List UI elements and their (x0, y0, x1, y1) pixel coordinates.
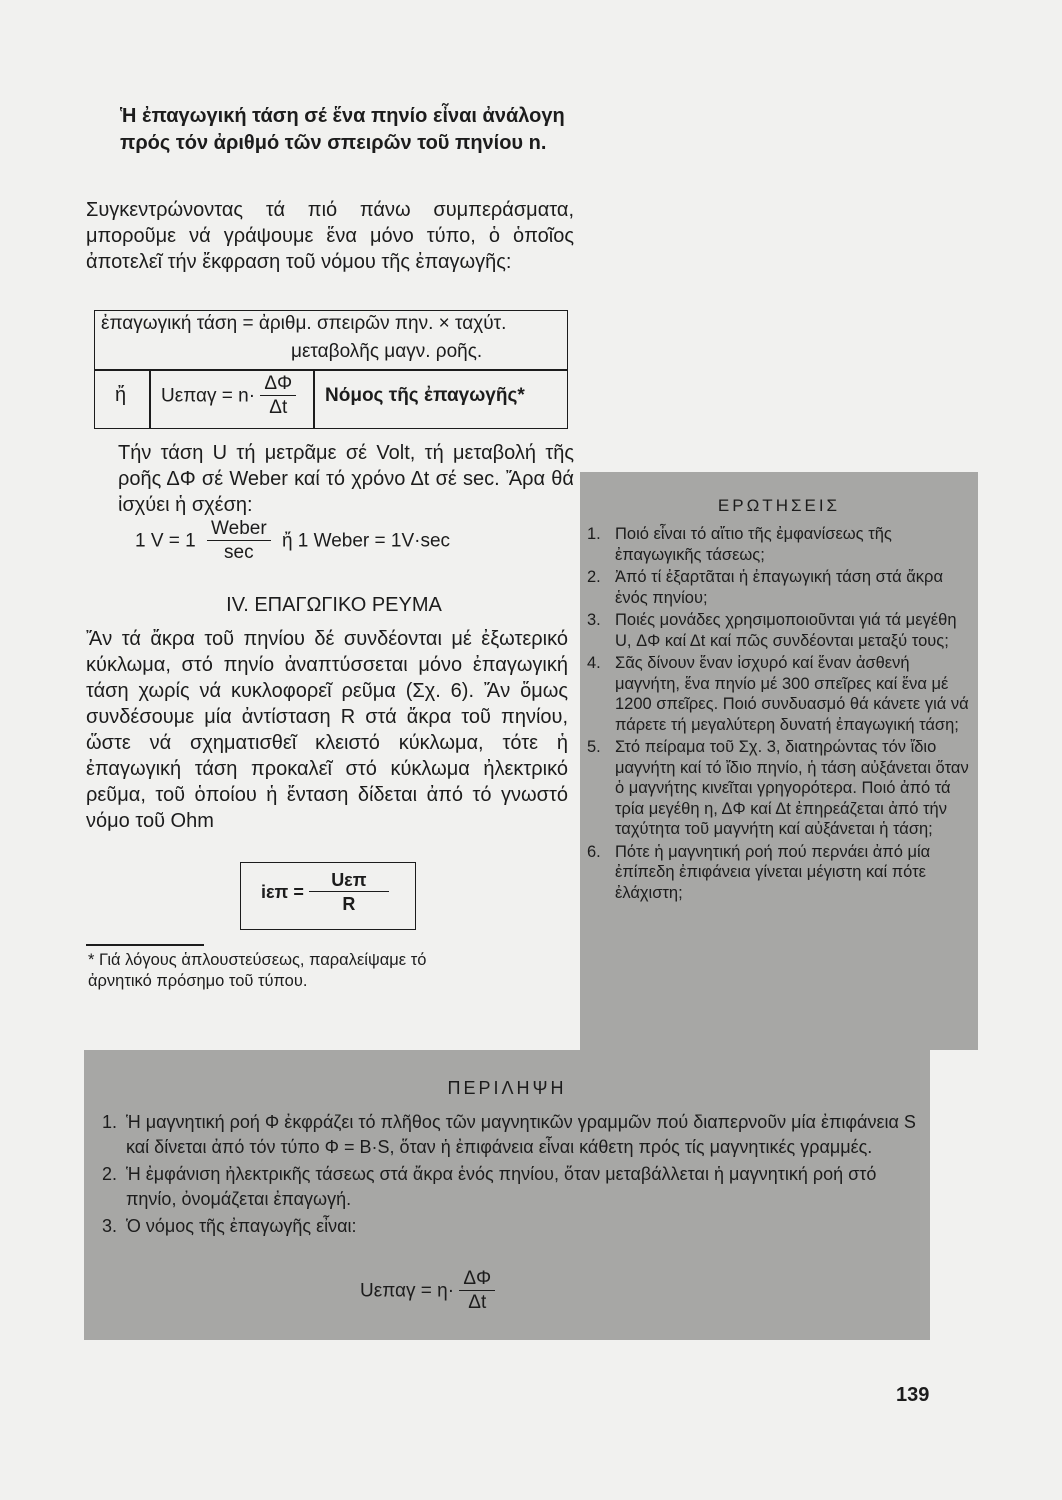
summary-formula-numerator: ΔΦ (459, 1268, 495, 1291)
ohm-lhs: iεπ = (261, 882, 304, 902)
formula-lhs: Uεπαγ = n· (161, 385, 256, 407)
paragraph-summary-law: Συγκεντρώνοντας τά πιό πάνω συμπεράσματα, μποροῦμε νά γράψουμε ἕνα μόνο τύπο, ὁ ὁποῖος ἀποτελεῖ τήν ἔκφραση τοῦ νόμου τῆς ἐπαγωγῆς: (86, 199, 574, 273)
formula-numerator: ΔΦ (260, 373, 296, 396)
questions-list (587, 524, 975, 905)
question-item: 6. Πότε ἡ μαγνητική ροή πού περνάει ἀπό μία ἐπίπεδη ἐπιφάνεια γίνεται μέγιστη καί πότε ἐλάχιστη; (587, 842, 931, 902)
footnote: * Γιά λόγους ἁπλουστεύσεως, παραλείψαμε τό ἀρνητικό πρόσημο τοῦ τύπου. (88, 951, 427, 990)
question-item: 2. Ἀπό τί ἐξαρτᾶται ἡ ἐπαγωγική τάση στά ἄκρα ἑνός πηνίου; (587, 568, 943, 607)
paragraph-induced-current: Ἄν τά ἄκρα τοῦ πηνίου δέ συνδέονται μέ ἐξωτερικό κύκλωμα, στό πηνίο ἀναπτύσσεται μόνο ἐπαγωγική τάση χωρίς νά κυκλοφορεῖ ρεῦμα (Σχ. 6). Ἄν ὅμως συνδέσουμε μία ἀντίσταση R στά ἄκρα τοῦ πηνίου, ὥστε νά σχηματισθεῖ κλειστό κύκλωμα, τότε ἡ ἐπαγωγική τάση προκαλεῖ στό κύκλωμα ἠλεκτρικό ρεῦμα, τοῦ ὁποίου ἡ ἔνταση δίδεται ἀπό τό γνωστό νόμο τοῦ Ohm (86, 628, 568, 832)
question-item: 5. Στό πείραμα τοῦ Σχ. 3, διατηρώντας τόν ἴδιο μαγνήτη καί τό ἴδιο πηνίο, ἡ τάση αὐξάνεται ὅταν ὁ μαγνήτης κινεῖται γρηγορότερα. Ποιό ἀπό τά τρία μεγέθη η, ΔΦ καί Δt ἐπηρεάζεται ἀπό τήν ταχύτητα τοῦ μαγνήτη καί αὐξάνεται ἡ τάση; (587, 738, 969, 838)
formula-words-line1: ἐπαγωγική τάση = ἀριθμ. σπειρῶν πην. × ταχύτ. (101, 313, 507, 334)
summary-item: 3. Ὁ νόμος τῆς ἐπαγωγῆς εἶναι: (102, 1216, 357, 1236)
units-relation (135, 518, 450, 565)
ohm-denominator: R (342, 894, 356, 914)
questions-panel (580, 472, 978, 1050)
question-item: 1. Ποιό εἶναι τό αἴτιο τῆς ἐμφανίσεως τῆς ἐπαγωγικῆς τάσεως; (587, 525, 892, 564)
footnote-rule (86, 944, 204, 946)
summary-panel (84, 1050, 930, 1340)
units-lhs: 1 V = 1 (135, 530, 196, 552)
induction-formula (161, 373, 296, 420)
summary-formula (360, 1268, 495, 1315)
formula-words-line2: μεταβολῆς μαγν. ροῆς. (291, 341, 483, 362)
induction-formula-box (94, 310, 568, 429)
questions-title: ΕΡΩΤΗΣΕΙΣ (717, 496, 841, 515)
summary-list (84, 1110, 920, 1241)
summary-formula-fraction (459, 1268, 495, 1315)
formula-denominator: Δt (269, 397, 288, 418)
units-numerator: Weber (207, 518, 271, 541)
summary-title: ΠΕΡΙΛΗΨΗ (447, 1078, 567, 1098)
question-item: 3. Ποιές μονάδες χρησιμοποιοῦνται γιά τά μεγέθη U, ΔΦ καί Δt καί πῶς συνδέονται μεταξύ τους; (587, 611, 957, 650)
ohm-law-box (240, 862, 416, 930)
summary-formula-denominator: Δt (468, 1292, 487, 1313)
ohm-fraction (309, 869, 389, 916)
law-label: Νόμος τῆς ἐπαγωγῆς* (325, 385, 525, 406)
formula-fraction (260, 373, 296, 420)
summary-item: 2. Ἡ ἐμφάνιση ἠλεκτρικῆς τάσεως στά ἄκρα ἑνός πηνίου, ὅταν μεταβάλλεται ἡ μαγνητική ροή στό πηνίο, ὀνομάζεται ἐπαγωγή. (102, 1164, 877, 1209)
section-title: IV. ΕΠΑΓΩΓΙΚΟ ΡΕΥΜΑ (226, 594, 442, 616)
question-item: 4. Σᾶς δίνουν ἕναν ἰσχυρό καί ἕναν ἀσθενή μαγνήτη, ἕνα πηνίο μέ 300 σπεῖρες καί ἕνα μέ 1200 σπεῖρες. Ποιό συνδυασμό θά κάνετε γιά νά πάρετε τή μεγαλύτερη δυνατή ἐπαγωγική τάση; (587, 654, 969, 734)
ohm-numerator: Uεπ (309, 869, 389, 892)
intro-statement: Ἡ ἐπαγωγική τάση σέ ἕνα πηνίο εἶναι ἀνάλογη πρός τόν ἀριθμό τῶν σπειρῶν τοῦ πηνίου n. (120, 105, 565, 154)
units-fraction (207, 518, 271, 565)
page-number: 139 (896, 1384, 930, 1406)
or-label: ἤ (115, 384, 127, 406)
summary-formula-lhs: Uεπαγ = η· (360, 1280, 455, 1302)
paragraph-units: Τήν τάση U τή μετρᾶμε σέ Volt, τή μεταβολή τῆς ροῆς ΔΦ σέ Weber καί τό χρόνο Δt σέ sec. Ἄρα θά ἰσχύει ἡ σχέση: (118, 442, 574, 516)
units-rhs: ἤ 1 Weber = 1V·sec (281, 530, 451, 552)
units-denominator: sec (224, 542, 254, 563)
summary-item: 1. Ἡ μαγνητική ροή Φ ἐκφράζει τό πλῆθος τῶν μαγνητικῶν γραμμῶν πού διαπερνοῦν μία ἐπιφάνεια S καί δίνεται ἀπό τόν τύπο Φ = B·S, ὅταν ἡ ἐπιφάνεια εἶναι κάθετη πρός τίς μαγνητικές γραμμές. (102, 1112, 916, 1157)
